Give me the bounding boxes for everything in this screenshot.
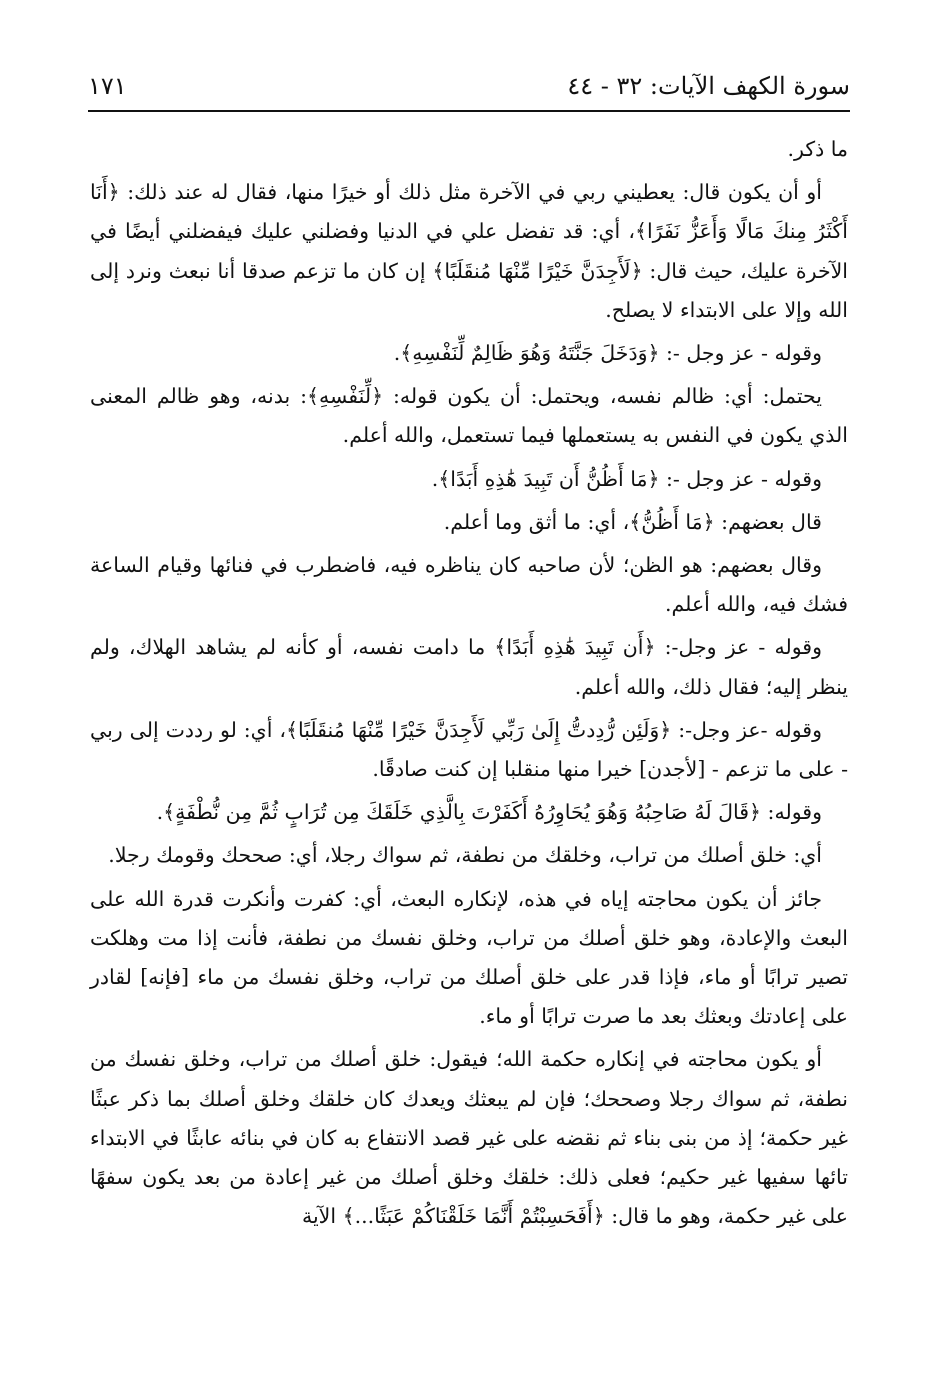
paragraph: أو يكون محاجته في إنكاره حكمة الله؛ فيقول: خلق أصلك من تراب، وخلق نفسك من نطفة، ثم سواك رجلا وصححك؛ فإن لم يبعثك ويعدك كان خلقك وخلق أصلك بما ذكر عبثًا غير حكمة؛ إذ من بنى بناء ثم نقضه على غير قصد الانتفاع به كان في بنائه عابثًا في الابتداء تائها سفيها غير حكيم؛ فعلى ذلك: خلقك وخلق أصلك من غير إعادة من بعد يكون سفهًا على غير حكمة، وهو ما قال: ﴿أَفَحَسِبْتُمْ أَنَّمَا خَلَقْنَاكُمْ عَبَثًا...﴾ الآية <box>90 1047 848 1229</box>
paragraph: وقوله - عز وجل-: ﴿أَن تَبِيدَ هَٰذِهِ أَبَدًا﴾ ما دامت نفسه، أو كأنه لم يشاهد الهلاك، ولم ينظر إليه؛ فقال ذلك، والله أعلم. <box>90 635 848 699</box>
running-header <box>88 66 850 106</box>
paragraph: وقوله: ﴿قَالَ لَهُ صَاحِبُهُ وَهُوَ يُحَاوِرُهُ أَكَفَرْتَ بِالَّذِي خَلَقَكَ مِن تُرَابٍ ثُمَّ مِن نُّطْفَةٍ﴾. <box>156 800 822 825</box>
paragraph: وقال بعضهم: هو الظن؛ لأن صاحبه كان يناظره فيه، فاضطرب في فنائها وقيام الساعة فشك فيه، والله أعلم. <box>90 553 848 617</box>
paragraph: أو أن يكون قال: يعطيني ربي في الآخرة مثل ذلك أو خيرًا منها، فقال له عند ذلك: ﴿أَنَا أَكْثَرُ مِنكَ مَالًا وَأَعَزُّ نَفَرًا﴾، أي: قد تفضل علي في الدنيا وفضلني عليك فيفضلني أيضًا في الآخرة عليك، حيث قال: ﴿لَأَجِدَنَّ خَيْرًا مِّنْهَا مُنقَلَبًا﴾ إن كان ما تزعم صدقا أنا نبعث ونرد إلى الله وإلا على الابتداء لا يصلح. <box>90 180 848 322</box>
paragraph: جائز أن يكون محاجته إياه في هذه، لإنكاره البعث، أي: كفرت وأنكرت قدرة الله على البعث والإعادة، وهو خلق أصلك من تراب، وخلق نفسك من نطفة، فأنت إذا مت وهلكت تصير ترابًا أو ماء، فإذا قدر على خلق أصلك من تراب، وخلق نفسك من ماء [فإنه] لقادر على إعادتك وبعثك بعد ما صرت ترابًا أو ماء. <box>90 886 848 1029</box>
paragraph: قال بعضهم: ﴿مَا أَظُنُّ﴾، أي: ما أثق وما أعلم. <box>443 509 822 534</box>
header-rule <box>88 110 850 112</box>
page-body <box>90 130 848 1240</box>
paragraph: وقوله - عز وجل -: ﴿مَا أَظُنُّ أَن تَبِيدَ هَٰذِهِ أَبَدًا﴾. <box>431 466 822 491</box>
paragraph: يحتمل: أي: ظالم نفسه، ويحتمل: أن يكون قوله: ﴿لِّنَفْسِهِ﴾: بدنه، وهو ظالم المعنى الذي يكون في النفس به يستعملها فيما تستعمل، والله أعلم. <box>90 384 848 448</box>
paragraph: وقوله - عز وجل -: ﴿وَدَخَلَ جَنَّتَهُ وَهُوَ ظَالِمٌ لِّنَفْسِهِ﴾. <box>393 341 822 366</box>
paragraph: أي: خلق أصلك من تراب، وخلقك من نطفة، ثم سواك رجلا، أي: صححك وقومك رجلا. <box>108 843 822 868</box>
surah-title: سورة الكهف الآيات: ٣٢ - ٤٤ <box>567 72 850 100</box>
page-number: ١٧١ <box>88 72 127 100</box>
paragraph: وقوله -عز وجل-: ﴿وَلَئِن رُّدِدتُّ إِلَىٰ رَبِّي لَأَجِدَنَّ خَيْرًا مِّنْهَا مُنقَلَبًا﴾، أي: لو رددت إلى ربي - على ما تزعم - [لأجدن] خيرا منها منقلبا إن كنت صادقًا. <box>90 717 848 782</box>
paragraph: ما ذكر. <box>787 137 848 161</box>
